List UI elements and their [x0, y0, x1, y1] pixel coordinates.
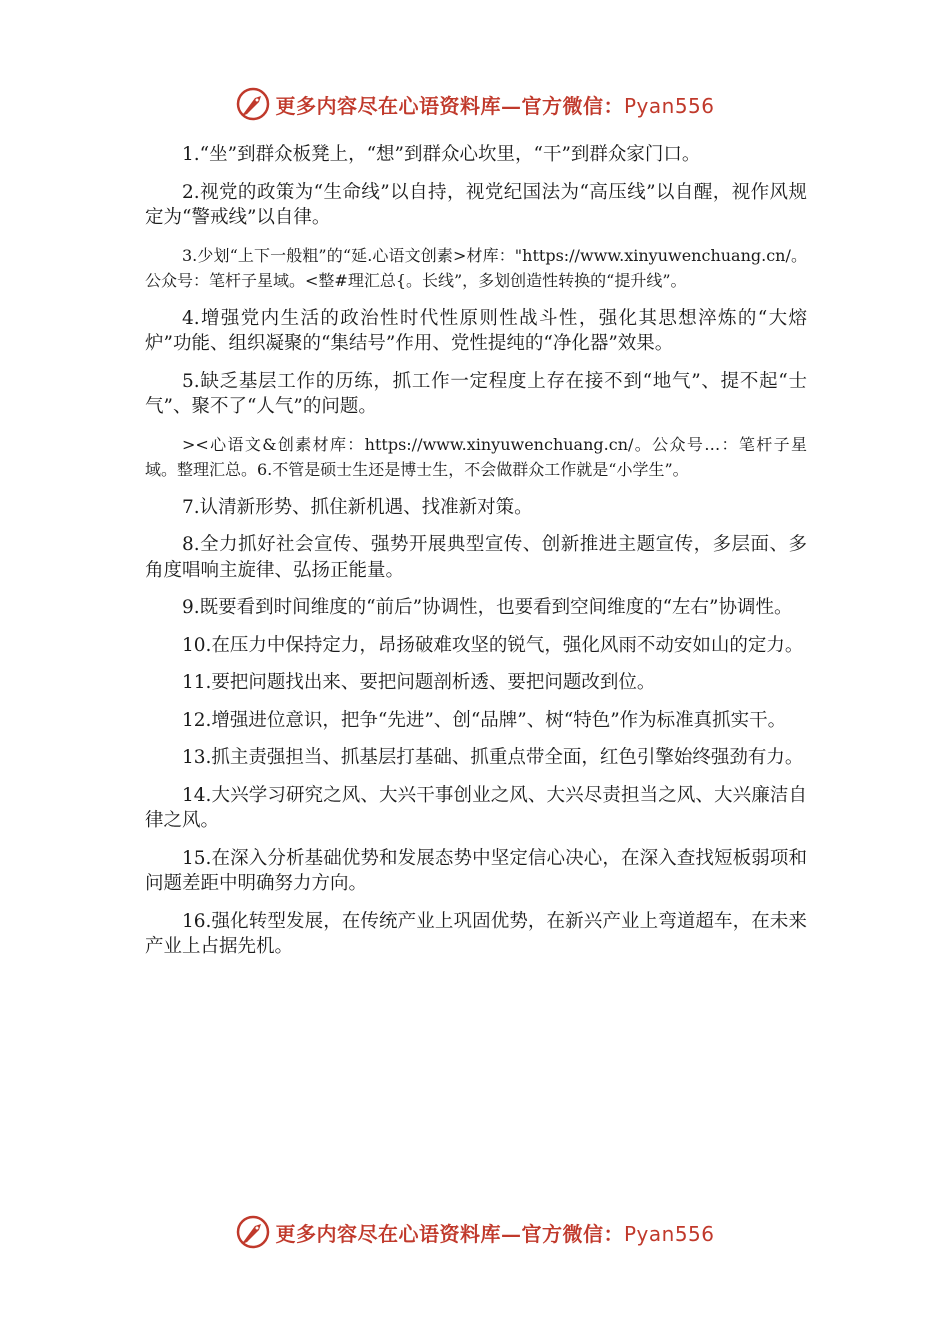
- banner-official-label: 官方微信：: [521, 1221, 624, 1246]
- paragraph-10: 10.在压力中保持定力，昂扬破难攻坚的锐气，强化风雨不动安如山的定力。: [182, 634, 804, 656]
- banner-text: [275, 1218, 714, 1247]
- pen-nib-logo-icon: [235, 1214, 271, 1250]
- paragraph-6: ><心语文&创素材库：https://www.xinyuwenchuang.cn/。公众号…：笔杆子星域。整理汇总。6.不管是硕士生还是博士生，不会做群众工作就是“小学生”。: [145, 434, 807, 479]
- banner-main-text: 更多内容尽在心语资料库: [275, 1221, 501, 1246]
- banner-dash: —: [500, 1221, 522, 1246]
- banner-text: [275, 90, 714, 119]
- paragraph-4: 4.增强党内生活的政治性时代性原则性战斗性，强化其思想淬炼的“大熔炉”功能、组织凝聚的“集结号”作用、党性提纯的“净化器”效果。: [145, 307, 807, 354]
- footer-banner: [0, 1212, 950, 1252]
- banner-official-label: 官方微信：: [521, 93, 624, 118]
- paragraph-15: 15.在深入分析基础优势和发展态势中坚定信心决心，在深入查找短板弱项和问题差距中明确努力方向。: [145, 847, 807, 894]
- paragraph-8: 8.全力抓好社会宣传、强势开展典型宣传、创新推进主题宣传，多层面、多角度唱响主旋律、弘扬正能量。: [145, 534, 807, 581]
- header-banner: [0, 84, 950, 124]
- pen-nib-logo-icon: [235, 86, 271, 122]
- banner-handle: Pyan556: [623, 93, 715, 118]
- paragraph-12: 12.增强进位意识，把争“先进”、创“品牌”、树“特色”作为标准真抓实干。: [182, 709, 787, 731]
- paragraph-9: 9.既要看到时间维度的“前后”协调性，也要看到空间维度的“左右”协调性。: [182, 597, 793, 618]
- paragraph-1: 1.“坐”到群众板凳上，“想”到群众心坎里，“干”到群众家门口。: [182, 144, 701, 165]
- banner-main-text: 更多内容尽在心语资料库: [275, 93, 501, 118]
- paragraph-2: 2.视党的政策为“生命线”以自持，视党纪国法为“高压线”以自醒，视作风规定为“警戒线”以自律。: [145, 181, 807, 228]
- paragraph-5: 5.缺乏基层工作的历练，抓工作一定程度上存在接不到“地气”、提不起“士气”、聚不了“人气”的问题。: [145, 370, 807, 417]
- paragraph-14: 14.大兴学习研究之风、大兴干事创业之风、大兴尽责担当之风、大兴廉洁自律之风。: [145, 784, 807, 831]
- banner-dash: —: [500, 93, 522, 118]
- paragraph-16: 16.强化转型发展，在传统产业上巩固优势，在新兴产业上弯道超车，在未来产业上占据先机。: [145, 910, 807, 957]
- banner-handle: Pyan556: [623, 1221, 715, 1246]
- paragraph-7: 7.认清新形势、抓住新机遇、找准新对策。: [182, 496, 533, 518]
- paragraph-11: 11.要把问题找出来、要把问题剖析透、要把问题改到位。: [182, 672, 656, 693]
- paragraph-3: 3.少划“上下一般粗”的“延.心语文创素>材库："https://www.xinyuwenchuang.cn/。公众号：笔杆子星域。<整#理汇总{。长线”，多划创造性转换的“提升线”。: [145, 245, 807, 290]
- paragraph-13: 13.抓主责强担当、抓基层打基础、抓重点带全面，红色引擎始终强劲有力。: [182, 747, 804, 768]
- document-body: [145, 142, 807, 972]
